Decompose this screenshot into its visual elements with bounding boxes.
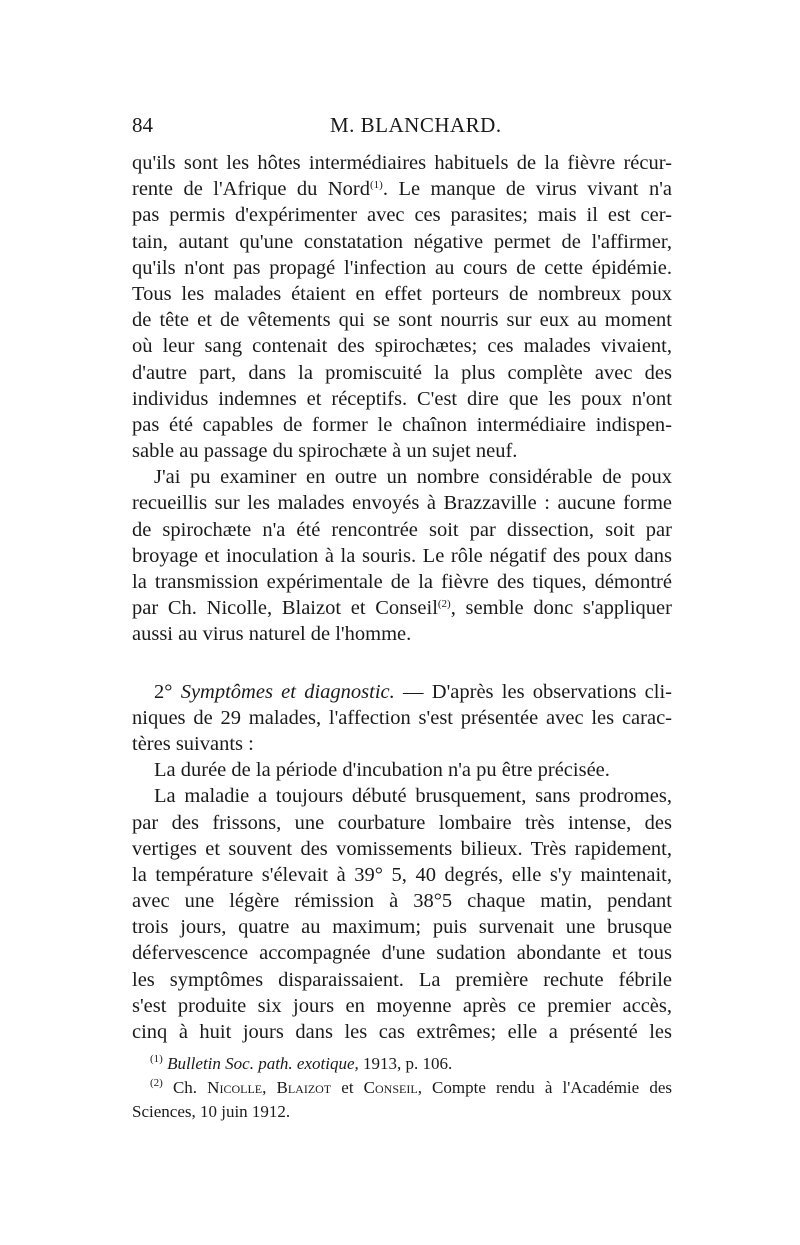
section-heading-line [132,679,672,705]
footnotes [132,1052,672,1124]
page-header [132,113,672,143]
footnote-marker: (2) [150,1077,163,1089]
text-line: tères suivants : [132,732,254,755]
text-line: avec une légère rémission à 38°5 chaque matin, pendant [132,890,672,913]
text-fragment: , [262,1078,277,1097]
text-line: les symptômes disparaissaient. La première rechute fébrile [132,968,672,991]
text-line: J'ai pu examiner en outre un nombre considérable de poux [154,466,672,489]
footnote-2 [132,1076,672,1100]
running-title: M. BLANCHARD. [330,113,502,137]
section-gap [132,648,672,679]
text-line: pas permis d'expérimenter avec ces parasites; mais il est cer- [132,204,672,227]
text-fragment: . Le manque de virus vivant n'a [382,178,672,201]
text-line: par des frissons, une courbature lombaire très intense, des [132,811,672,834]
text-line: Tous les malades étaient en effet porteurs de nombreux poux [132,282,672,305]
text-line: La durée de la période d'incubation n'a pu être précisée. [154,759,610,782]
journal-title: Bulletin Soc. path. exotique, [167,1054,359,1073]
body-text [132,150,672,1045]
text-line: la transmission expérimentale de la fièvre des tiques, démontré [132,571,672,593]
citation-details: 1913, p. 106. [358,1054,453,1073]
text-line: individus indemnes et réceptifs. C'est dire que les poux n'ont [132,387,672,410]
text-fragment: rente de l'Afrique du Nord [132,178,371,201]
text-line: broyage et inoculation à la souris. Le rôle négatif des poux dans [132,544,672,567]
text-line: d'autre part, dans la promiscuité la plus complète avec des [132,361,672,384]
text-line: qu'ils sont les hôtes intermédiaires habituels de la fièvre récur- [132,152,672,174]
section-title: Symptômes et diagnostic. [180,680,395,703]
text-line: recueillis sur les malades envoyés à Brazzaville : aucune forme [132,492,672,515]
text-line: défervescence accompagnée d'une sudation abondante et tous [132,942,672,965]
text-line: niques de 29 malades, l'affection s'est présentée avec les carac- [132,706,672,729]
section-number: 2° [154,680,173,703]
citation-details: , Compte rendu à l'Académie des [417,1078,672,1097]
text-fragment: par Ch. Nicolle, Blaizot et Conseil [132,597,438,620]
footnote-marker: (1) [150,1053,163,1065]
footnote-ref-1: (1) [370,179,383,192]
text-line: la température s'élevait à 39° 5, 40 degrés, elle s'y maintenait, [132,863,672,886]
footnote-2-continued: Sciences, 10 juin 1912. [132,1102,291,1121]
text-line: aussi au virus naturel de l'homme. [132,623,412,646]
text-line: s'est produite six jours en moyenne après ce premier accès, [132,994,672,1017]
author-name: Blaizot [276,1078,332,1097]
text-fragment: et [331,1078,364,1097]
text-line: qu'ils n'ont pas propagé l'infection au cours de cette épidémie. [132,256,672,279]
text-line: trois jours, quatre au maximum; puis survenait une brusque [132,916,672,939]
text-line: pas été capables de former le chaînon intermédiaire indispen- [132,413,672,436]
text-line [132,595,672,621]
text-line: La maladie a toujours débuté brusquement, sans prodromes, [154,785,672,808]
page-number: 84 [132,113,153,137]
author-name: Nicolle [207,1078,263,1097]
text-line [132,176,672,202]
text-fragment: Ch. [162,1078,208,1097]
text-line: vertiges et souvent des vomissements bilieux. Très rapidement, [132,837,672,860]
text-line: de tête et de vêtements qui se sont nourris sur eux au moment [132,309,672,332]
text-fragment: , semble donc s'appliquer [450,597,672,620]
text-fragment: — D'après les observations cli- [394,680,672,703]
text-line: cinq à huit jours dans les cas extrêmes; elle a présenté les [132,1021,672,1043]
text-line: sable au passage du spirochæte à un sujet neuf. [132,440,518,463]
footnote-1 [132,1052,672,1076]
text-line: où leur sang contenait des spirochætes; ces malades vivaient, [132,335,672,358]
text-line: de spirochæte n'a été rencontrée soit par dissection, soit par [132,518,672,541]
author-name: Conseil [363,1078,418,1097]
text-line: tain, autant qu'une constatation négative permet de l'affirmer, [132,230,672,253]
footnote-ref-2: (2) [437,598,451,611]
